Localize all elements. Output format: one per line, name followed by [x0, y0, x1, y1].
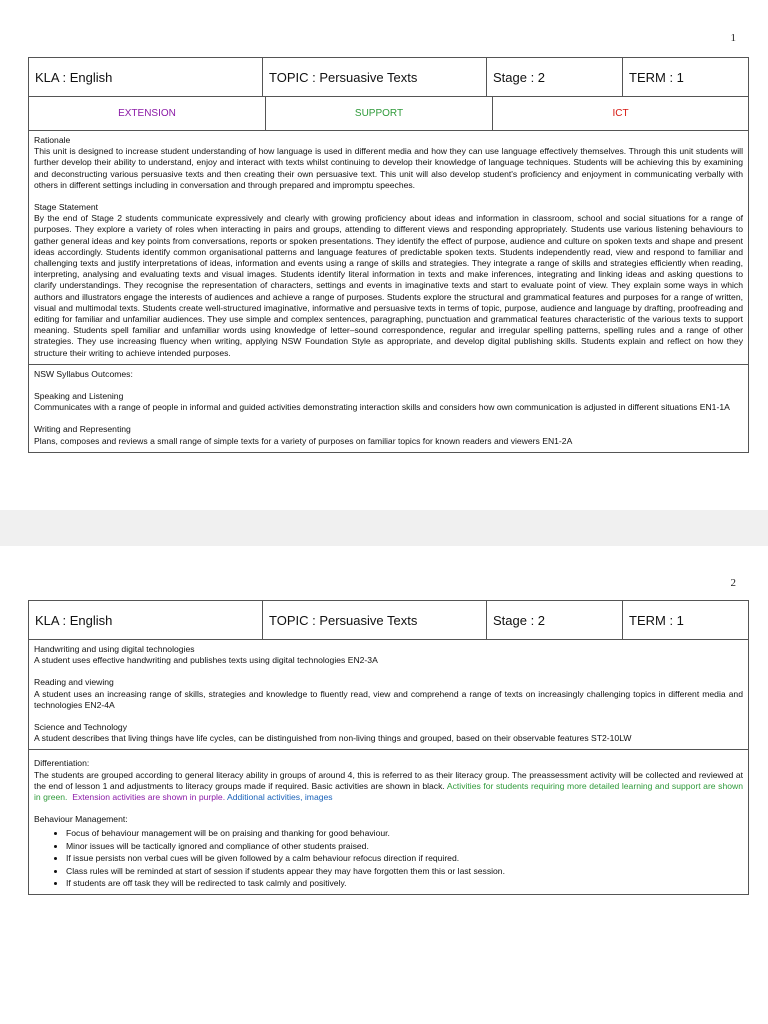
kla-cell: KLA : English	[29, 601, 263, 639]
stage-statement-heading: Stage Statement	[34, 202, 99, 213]
page-number: 1	[730, 32, 736, 44]
outcome-text: Communicates with a range of people in informal and guided activities demonstrating interaction skills and considers how own communication is adjusted in different situations EN1-1A	[34, 402, 730, 413]
lesson-plan-table	[28, 600, 749, 895]
term-cell: TERM : 1	[629, 612, 684, 628]
additional-activities-text: Additional activities, images	[227, 792, 333, 803]
outcome-title: Writing and Representing	[34, 424, 131, 435]
extension-label: EXTENSION	[29, 97, 266, 130]
basic-activities-text: The students are grouped according to general literacy ability in groups of around 4, this is referred to as their literacy group. The preassessment activity will be collected and reviewed at the end of lesson 1 and adjustments to literacy groups made if required. Basic activities are shown in black.	[34, 769, 743, 791]
outcome-text: A student uses effective handwriting and publishes texts using digital technologies EN2-3A	[34, 655, 378, 666]
rationale-section	[29, 131, 748, 365]
outcome-text: Plans, composes and reviews a small range of simple texts for a variety of purposes on familiar topics for known readers and viewers EN1-2A	[34, 435, 573, 446]
page-1	[0, 0, 768, 510]
support-label: SUPPORT	[266, 97, 493, 130]
lesson-plan-table	[28, 57, 749, 453]
extension-activities-text: Extension activities are shown in purple.	[72, 792, 226, 803]
outcomes-section	[29, 365, 748, 452]
rationale-heading: Rationale	[34, 135, 71, 145]
page-number: 2	[730, 577, 736, 589]
differentiation-section	[29, 750, 748, 894]
header-row	[29, 601, 748, 640]
topic-cell: TOPIC : Persuasive Texts	[263, 601, 487, 639]
kla-cell: KLA : English	[29, 58, 263, 96]
outcomes-continued-section	[29, 640, 748, 750]
stage-cell: Stage : 2	[487, 601, 623, 639]
differentiation-text	[34, 770, 743, 804]
subheader-row	[29, 97, 748, 131]
outcome-text: A student describes that living things have life cycles, can be distinguished from non-living things and grouped, based on their observable features ST2-10LW	[34, 733, 632, 744]
support-activities-text: Activities for students requiring more detailed learning and support are shown in green.	[34, 780, 743, 803]
ict-label: ICT	[612, 108, 629, 119]
page-2	[0, 546, 768, 1024]
list-item: • Class rules will be reminded at start of session if students appear they may have forgotten them this or last session.	[66, 865, 743, 877]
stage-statement-text: By the end of Stage 2 students communicate expressively and clearly with growing proficiency about ideas and information in classroom, school and social situations for a range of purposes. They explore a variety of roles when interacting in pairs and groups, attending to different views and responding appropriately. Students use various listening behaviours to gather general ideas and key points from conversations, reports or spoken presentations. They identify the effect of purpose, audience and culture on spoken texts and shape and present ideas accordingly. Students identify common organisational patterns and language features of predictable spoken texts. Students independently read, view and respond to familiar and challenging texts and justify interpretations of ideas, information and events using a range of skills and strategies. They integrate a range of skills and strategies efficiently when reading, interpreting, analysing and evaluating texts and visual images. Students identify literal information in texts and make inferences, integrating and linking ideas and asking questions to clarify understandings. They recognise the representation of characters, settings and events in imaginative texts and start to evaluate point of view. They explain some ways in which authors and illustrators engage the interests of audiences and achieve a range of purposes. Students explore the structural and grammatical features and purposes for a range of written, visual and multimodal texts. Students create well-structured imaginative, informative and persuasive texts in terms of topic, purpose, audience and language by drafting, proofreading and editing for familiar and unfamiliar audiences. They use simple and complex sentences, paragraphing, punctuation and grammatical features characteristic of the various texts to support meaning. Students spell familiar and unfamiliar words using knowledge of letter–sound correspondence, regular and irregular spelling patterns, spelling rules and a range of other strategies. They use increasing fluency when writing, applying NSW Foundation Style as appropriate, and develop digital publishing skills. Students explain and reflect on how they structure their writing to achieve intended purposes.	[34, 213, 743, 358]
list-item: • Focus of behaviour management will be on praising and thanking for good behaviour.	[66, 827, 743, 839]
outcomes-heading: NSW Syllabus Outcomes:	[34, 368, 133, 379]
list-item: • Minor issues will be tactically ignored and compliance of other students praised.	[66, 840, 743, 852]
header-row	[29, 58, 748, 97]
topic-cell: TOPIC : Persuasive Texts	[263, 58, 487, 96]
outcome-title: Reading and viewing	[34, 677, 114, 688]
differentiation-heading: Differentiation:	[34, 758, 90, 769]
outcome-title: Handwriting and using digital technologies	[34, 644, 195, 654]
behaviour-heading: Behaviour Management:	[34, 814, 128, 825]
outcome-text: A student uses an increasing range of skills, strategies and knowledge to fluently read, view and comprehend a range of texts on increasingly challenging topics in different media and technologies EN2-4A	[34, 688, 743, 710]
outcome-title: Science and Technology	[34, 722, 128, 733]
behaviour-list	[34, 827, 743, 889]
outcome-title: Speaking and Listening	[34, 391, 124, 402]
list-item: • If students are off task they will be redirected to task calmly and positively.	[66, 877, 743, 889]
rationale-text: This unit is designed to increase student understanding of how language is used in different media and how they can use language effectively themselves. Through this unit students will further develop their ability to understand, enjoy and interact with texts whilst continuing to develop their knowledge of language techniques. Students will be achieving this by examining and deconstructing various persuasive texts and then creating their own persuasive text. This unit will also develop student's proficiency and enjoyment in communicating verbally with others in different settings including in conversation and through prepared and impromptu speeches.	[34, 146, 743, 190]
list-item: • If issue persists non verbal cues will be given followed by a calm behaviour refocus direction if required.	[66, 852, 743, 864]
stage-cell: Stage : 2	[487, 58, 623, 96]
term-cell: TERM : 1	[629, 69, 684, 85]
